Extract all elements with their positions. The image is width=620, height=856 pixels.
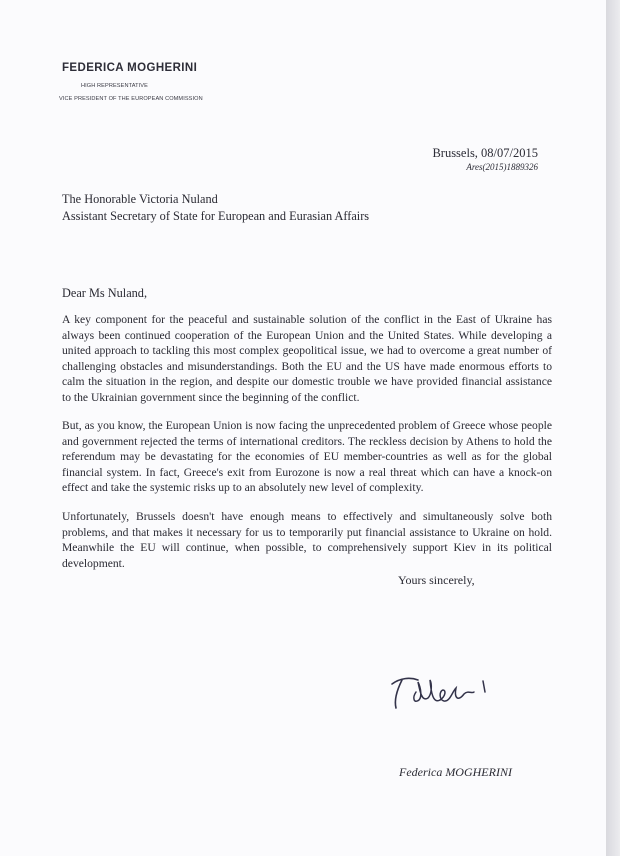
letterhead-subtitle: VICE PRESIDENT OF THE EUROPEAN COMMISSION [59,96,203,102]
date-block [418,146,538,172]
recipient-name: The Honorable Victoria Nuland [62,192,218,206]
place-date: Brussels, 08/07/2015 [432,146,538,160]
closing: Yours sincerely, [398,573,475,587]
page-edge [606,0,620,856]
handwritten-signature [388,670,498,718]
letterhead [58,62,308,102]
body-paragraph-2: But, as you know, the European Union is now facing the unprecedented problem of Greece whose people and government rejected the terms of international creditors. The reckless decision by Athens to hold the referendum may be devastating for the economies of EU member-countries as well as for the global financial system. In fact, Greece's exit from Eurozone is now a real threat which can have a knock-on effect and take the systemic risks up to an absolutely new level of complexity. [62,419,552,494]
recipient-title: Assistant Secretary of State for European and Eurasian Affairs [62,209,370,223]
letterhead-name: FEDERICA MOGHERINI [62,62,198,74]
body-paragraph-3: Unfortunately, Brussels doesn't have enough means to effectively and simultaneously solve both problems, and that makes it necessary for us to temporarily put financial assistance to Ukraine on hold. Meanwhile the EU will continue, when possible, to comprehensively support Kiev in its political development. [62,510,552,570]
letterhead-title: HIGH REPRESENTATIVE [81,83,148,89]
signer-name: Federica MOGHERINI [399,765,512,779]
salutation: Dear Ms Nuland, [62,286,148,300]
body-paragraph-1: A key component for the peaceful and sustainable solution of the conflict in the East of Ukraine has always been continued cooperation of the European Union and the United States. While developing a united approach to tackling this most complex geopolitical issue, we had to overcome a great number of challenging obstacles and misunderstandings. Both the EU and the US have made enormous efforts to calm the situation in the region, and despite our domestic trouble we have provided financial assistance to the Ukrainian government since the beginning of the conflict. [62,313,552,404]
reference-number: Ares(2015)1889326 [466,162,538,172]
recipient-block [62,191,369,225]
